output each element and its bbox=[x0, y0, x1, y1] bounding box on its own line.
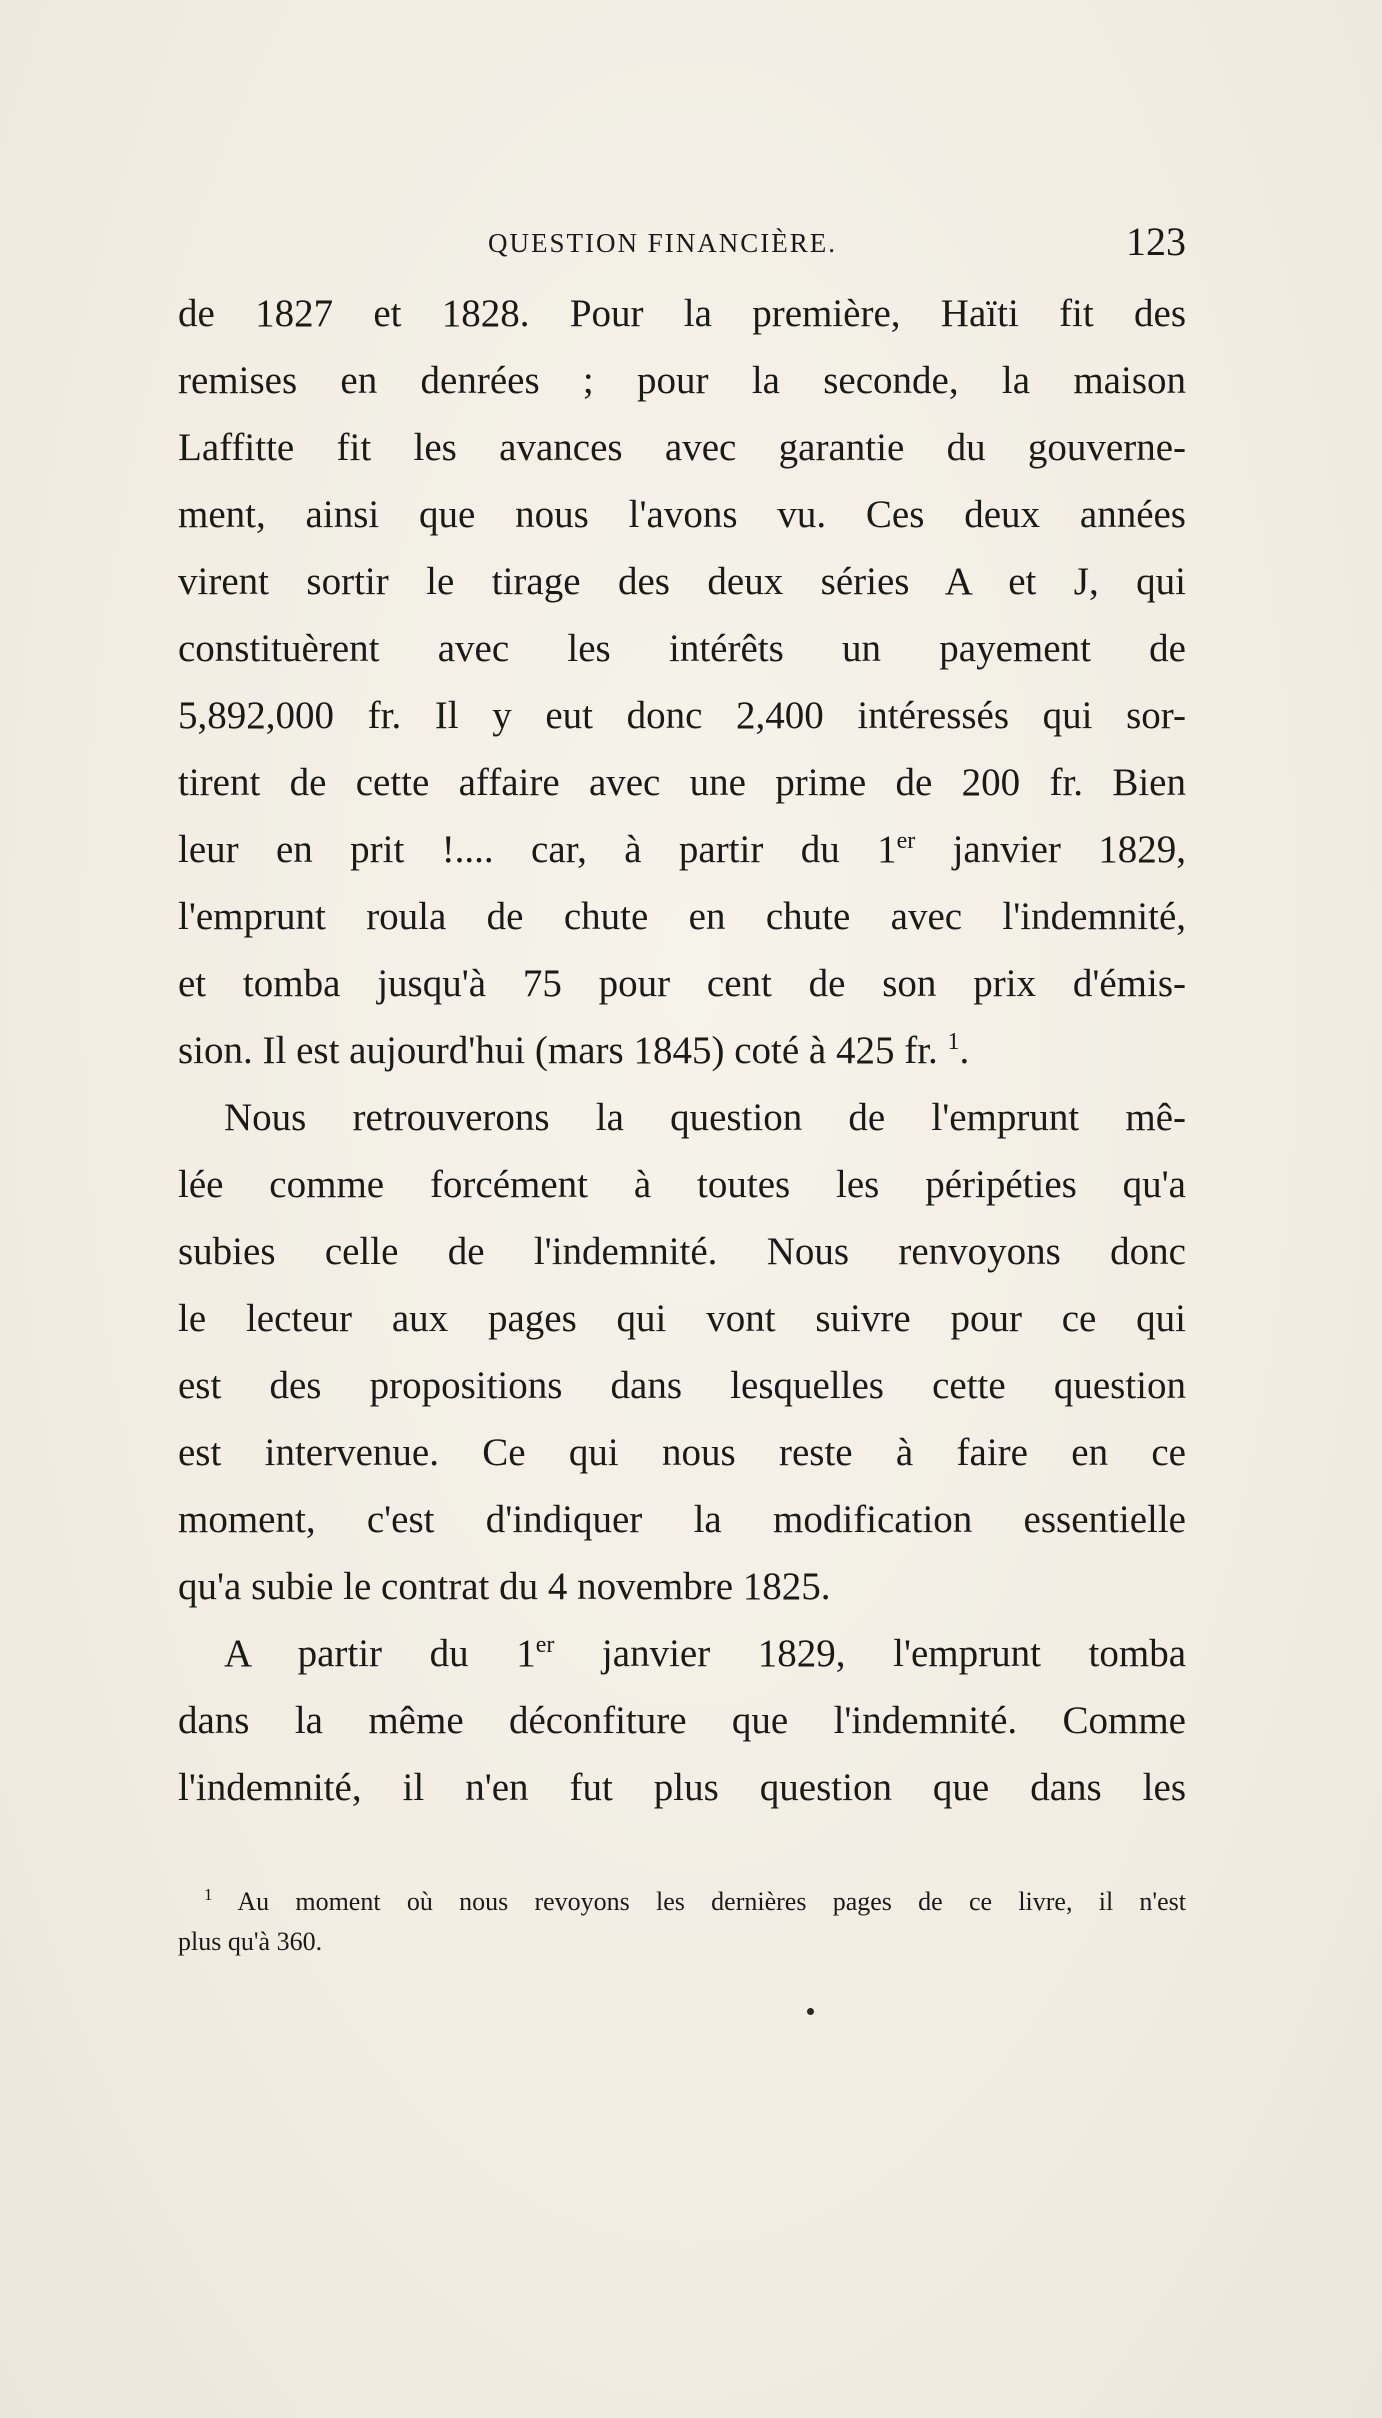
text-line: l'emprunt roula de chute en chute avec l'indemnité, bbox=[178, 895, 1186, 938]
footnote-marker: 1 bbox=[204, 1885, 213, 1904]
text-line: tirent de cette affaire avec une prime de 200 fr. Bien bbox=[178, 761, 1186, 804]
text-line: le lecteur aux pages qui vont suivre pour ce qui bbox=[178, 1297, 1186, 1340]
text-line: Laffitte fit les avances avec garantie du gouverne- bbox=[178, 426, 1186, 469]
text-line: 5,892,000 fr. Il y eut donc 2,400 intéressés qui sor- bbox=[178, 694, 1186, 737]
text-line: de 1827 et 1828. Pour la première, Haïti fit des bbox=[178, 292, 1186, 335]
text-line: et tomba jusqu'à 75 pour cent de son prix d'émis- bbox=[178, 962, 1186, 1005]
text-line: Nous retrouverons la question de l'emprunt mê- bbox=[224, 1096, 1186, 1139]
text-line: est des propositions dans lesquelles cette question bbox=[178, 1364, 1186, 1407]
footnote-reference: 1 bbox=[947, 1029, 960, 1055]
footnote-line: $^1$ Au moment où nous revoyons les dernières pages de ce livre, il n'est bbox=[204, 1885, 1186, 1916]
text-line: moment, c'est d'indiquer la modification essentielle bbox=[178, 1498, 1186, 1541]
text-line: virent sortir le tirage des deux séries A et J, qui bbox=[178, 560, 1186, 603]
footnote bbox=[178, 1882, 1186, 1962]
text-line: est intervenue. Ce qui nous reste à faire en ce bbox=[178, 1431, 1186, 1474]
body-text bbox=[178, 280, 1186, 1821]
ordinal-superscript: er bbox=[896, 828, 916, 854]
text-line: A partir du 1er janvier 1829, l'emprunt tomba bbox=[224, 1632, 1187, 1675]
text-line: dans la même déconfiture que l'indemnité. Comme bbox=[178, 1699, 1186, 1742]
text-line: ment, ainsi que nous l'avons vu. Ces deux années bbox=[178, 493, 1186, 536]
ordinal-superscript: er bbox=[535, 1632, 555, 1658]
page-header bbox=[178, 218, 1186, 268]
page-number: 123 bbox=[1126, 219, 1186, 264]
text-line: leur en prit !.... car, à partir du 1er janvier 1829, bbox=[178, 828, 1186, 871]
text-line: subies celle de l'indemnité. Nous renvoyons donc bbox=[178, 1230, 1186, 1273]
text-line: l'indemnité, il n'en fut plus question que dans les bbox=[178, 1766, 1186, 1809]
text-line: constituèrent avec les intérêts un payement de bbox=[178, 627, 1186, 670]
text-line: sion. Il est aujourd'hui (mars 1845) coté à 425 fr. $^1$. bbox=[178, 1029, 970, 1072]
text-line: qu'a subie le contrat du 4 novembre 1825. bbox=[178, 1565, 831, 1608]
ink-speck bbox=[807, 2008, 814, 2015]
running-title: QUESTION FINANCIÈRE. bbox=[488, 228, 837, 258]
text-line: lée comme forcément à toutes les péripéties qu'a bbox=[178, 1163, 1186, 1206]
footnote-line: plus qu'à 360. bbox=[178, 1927, 323, 1956]
text-line: remises en denrées ; pour la seconde, la maison bbox=[178, 359, 1186, 402]
